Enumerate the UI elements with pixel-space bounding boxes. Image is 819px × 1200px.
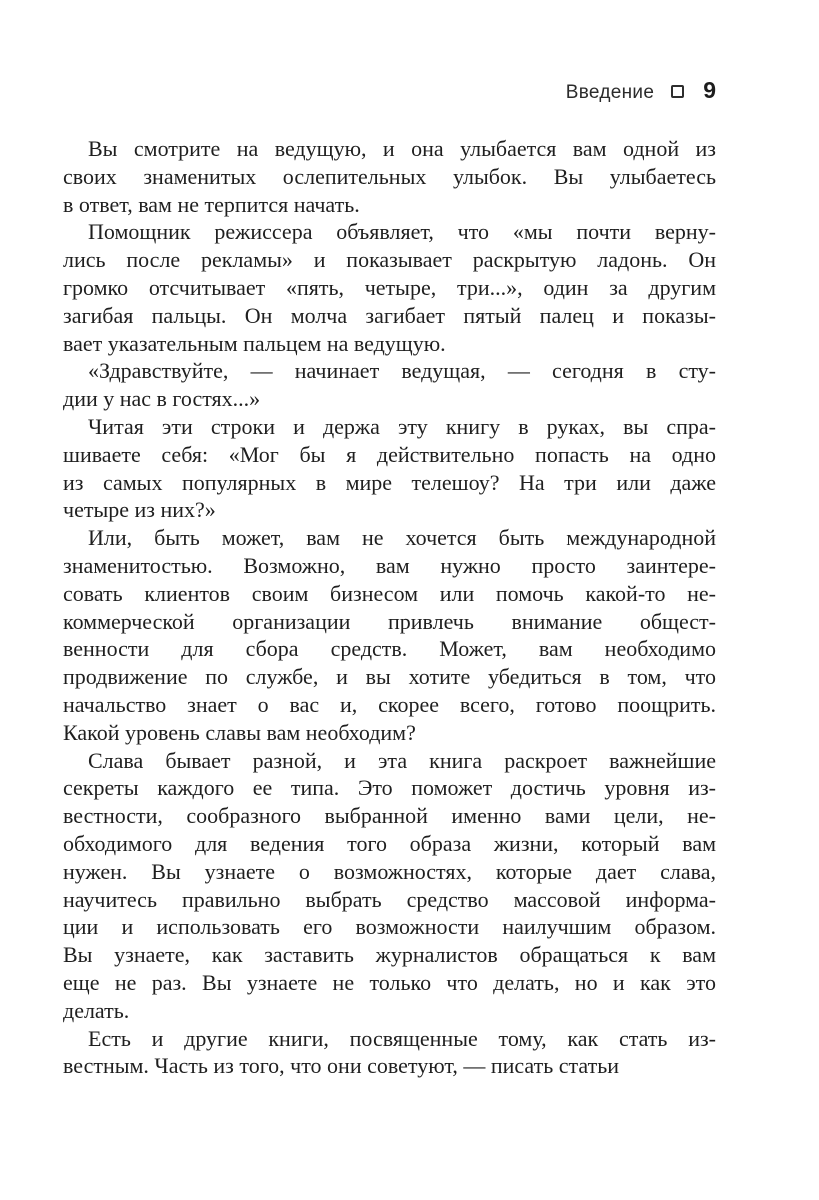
text-line: Слава бывает разной, и эта книга раскроет важнейшие xyxy=(88,747,716,773)
text-line: научитесь правильно выбрать средство массовой информа- xyxy=(63,886,716,912)
text-line: «Здравствуйте, — начинает ведущая, — сегодня в сту- xyxy=(88,358,716,384)
paragraph xyxy=(63,1025,716,1081)
text-line: Вы смотрите на ведущую, и она улыбается вам одной из xyxy=(88,136,716,161)
text-line: ции и использовать его возможности наилучшим образом. xyxy=(63,914,716,940)
chapter-title: Введение xyxy=(565,82,655,103)
page-number: 9 xyxy=(703,77,716,103)
page-body xyxy=(63,135,716,1080)
running-head xyxy=(63,77,716,103)
text-line: начальство знает о вас и, скорее всего, готово поощрить. xyxy=(63,691,716,717)
text-line: четыре из них?» xyxy=(63,497,216,523)
text-line: загибая пальцы. Он молча загибает пятый палец и показы- xyxy=(63,302,716,328)
text-line: венности для сбора средств. Может, вам необходимо xyxy=(63,636,716,662)
paragraph xyxy=(63,357,716,413)
square-bullet-icon xyxy=(671,85,684,98)
text-line: совать клиентов своим бизнесом или помочь какой-то не- xyxy=(63,580,716,606)
text-line: Читая эти строки и держа эту книгу в руках, вы спра- xyxy=(88,413,716,439)
text-line: вает указательным пальцем на ведущую. xyxy=(63,330,446,356)
text-line: громко отсчитывает «пять, четыре, три...», один за другим xyxy=(63,274,716,300)
text-line: из самых популярных в мире телешоу? На три или даже xyxy=(63,469,716,495)
text-line: секреты каждого ее типа. Это поможет достичь уровня из- xyxy=(63,775,716,801)
text-line: Есть и другие книги, посвященные тому, как стать из- xyxy=(88,1025,716,1051)
paragraph xyxy=(63,524,716,746)
text-line: вестности, сообразного выбранной именно вами цели, не- xyxy=(63,803,716,829)
text-line: обходимого для ведения того образа жизни, который вам xyxy=(63,830,716,856)
text-line: лись после рекламы» и показывает раскрытую ладонь. Он xyxy=(63,247,716,273)
paragraph xyxy=(63,135,716,218)
text-line: еще не раз. Вы узнаете не только что делать, но и как это xyxy=(63,969,716,995)
paragraph xyxy=(63,413,716,524)
text-line: знаменитостью. Возможно, вам нужно просто заинтере- xyxy=(63,552,716,578)
text-line: нужен. Вы узнаете о возможностях, которые дает слава, xyxy=(63,858,716,884)
text-line: вестным. Часть из того, что они советуют, — писать статьи xyxy=(63,1053,620,1079)
text-line: в ответ, вам не терпится начать. xyxy=(63,191,360,217)
text-line: делать. xyxy=(63,997,130,1023)
text-line: Вы узнаете, как заставить журналистов обращаться к вам xyxy=(63,942,716,968)
text-line: своих знаменитых ослепительных улыбок. Вы улыбаетесь xyxy=(63,163,716,189)
paragraph xyxy=(63,218,716,357)
text-line: шиваете себя: «Мог бы я действительно попасть на одно xyxy=(63,441,716,467)
paragraph xyxy=(63,747,716,1025)
text-line: коммерческой организации привлечь внимание общест- xyxy=(63,608,716,634)
text-line: Помощник режиссера объявляет, что «мы почти верну- xyxy=(88,219,716,245)
text-line: дии у нас в гостях...» xyxy=(63,386,261,412)
text-line: Какой уровень славы вам необходим? xyxy=(63,719,416,745)
text-line: Или, быть может, вам не хочется быть международной xyxy=(88,525,716,551)
text-line: продвижение по службе, и вы хотите убедиться в том, что xyxy=(63,664,716,690)
